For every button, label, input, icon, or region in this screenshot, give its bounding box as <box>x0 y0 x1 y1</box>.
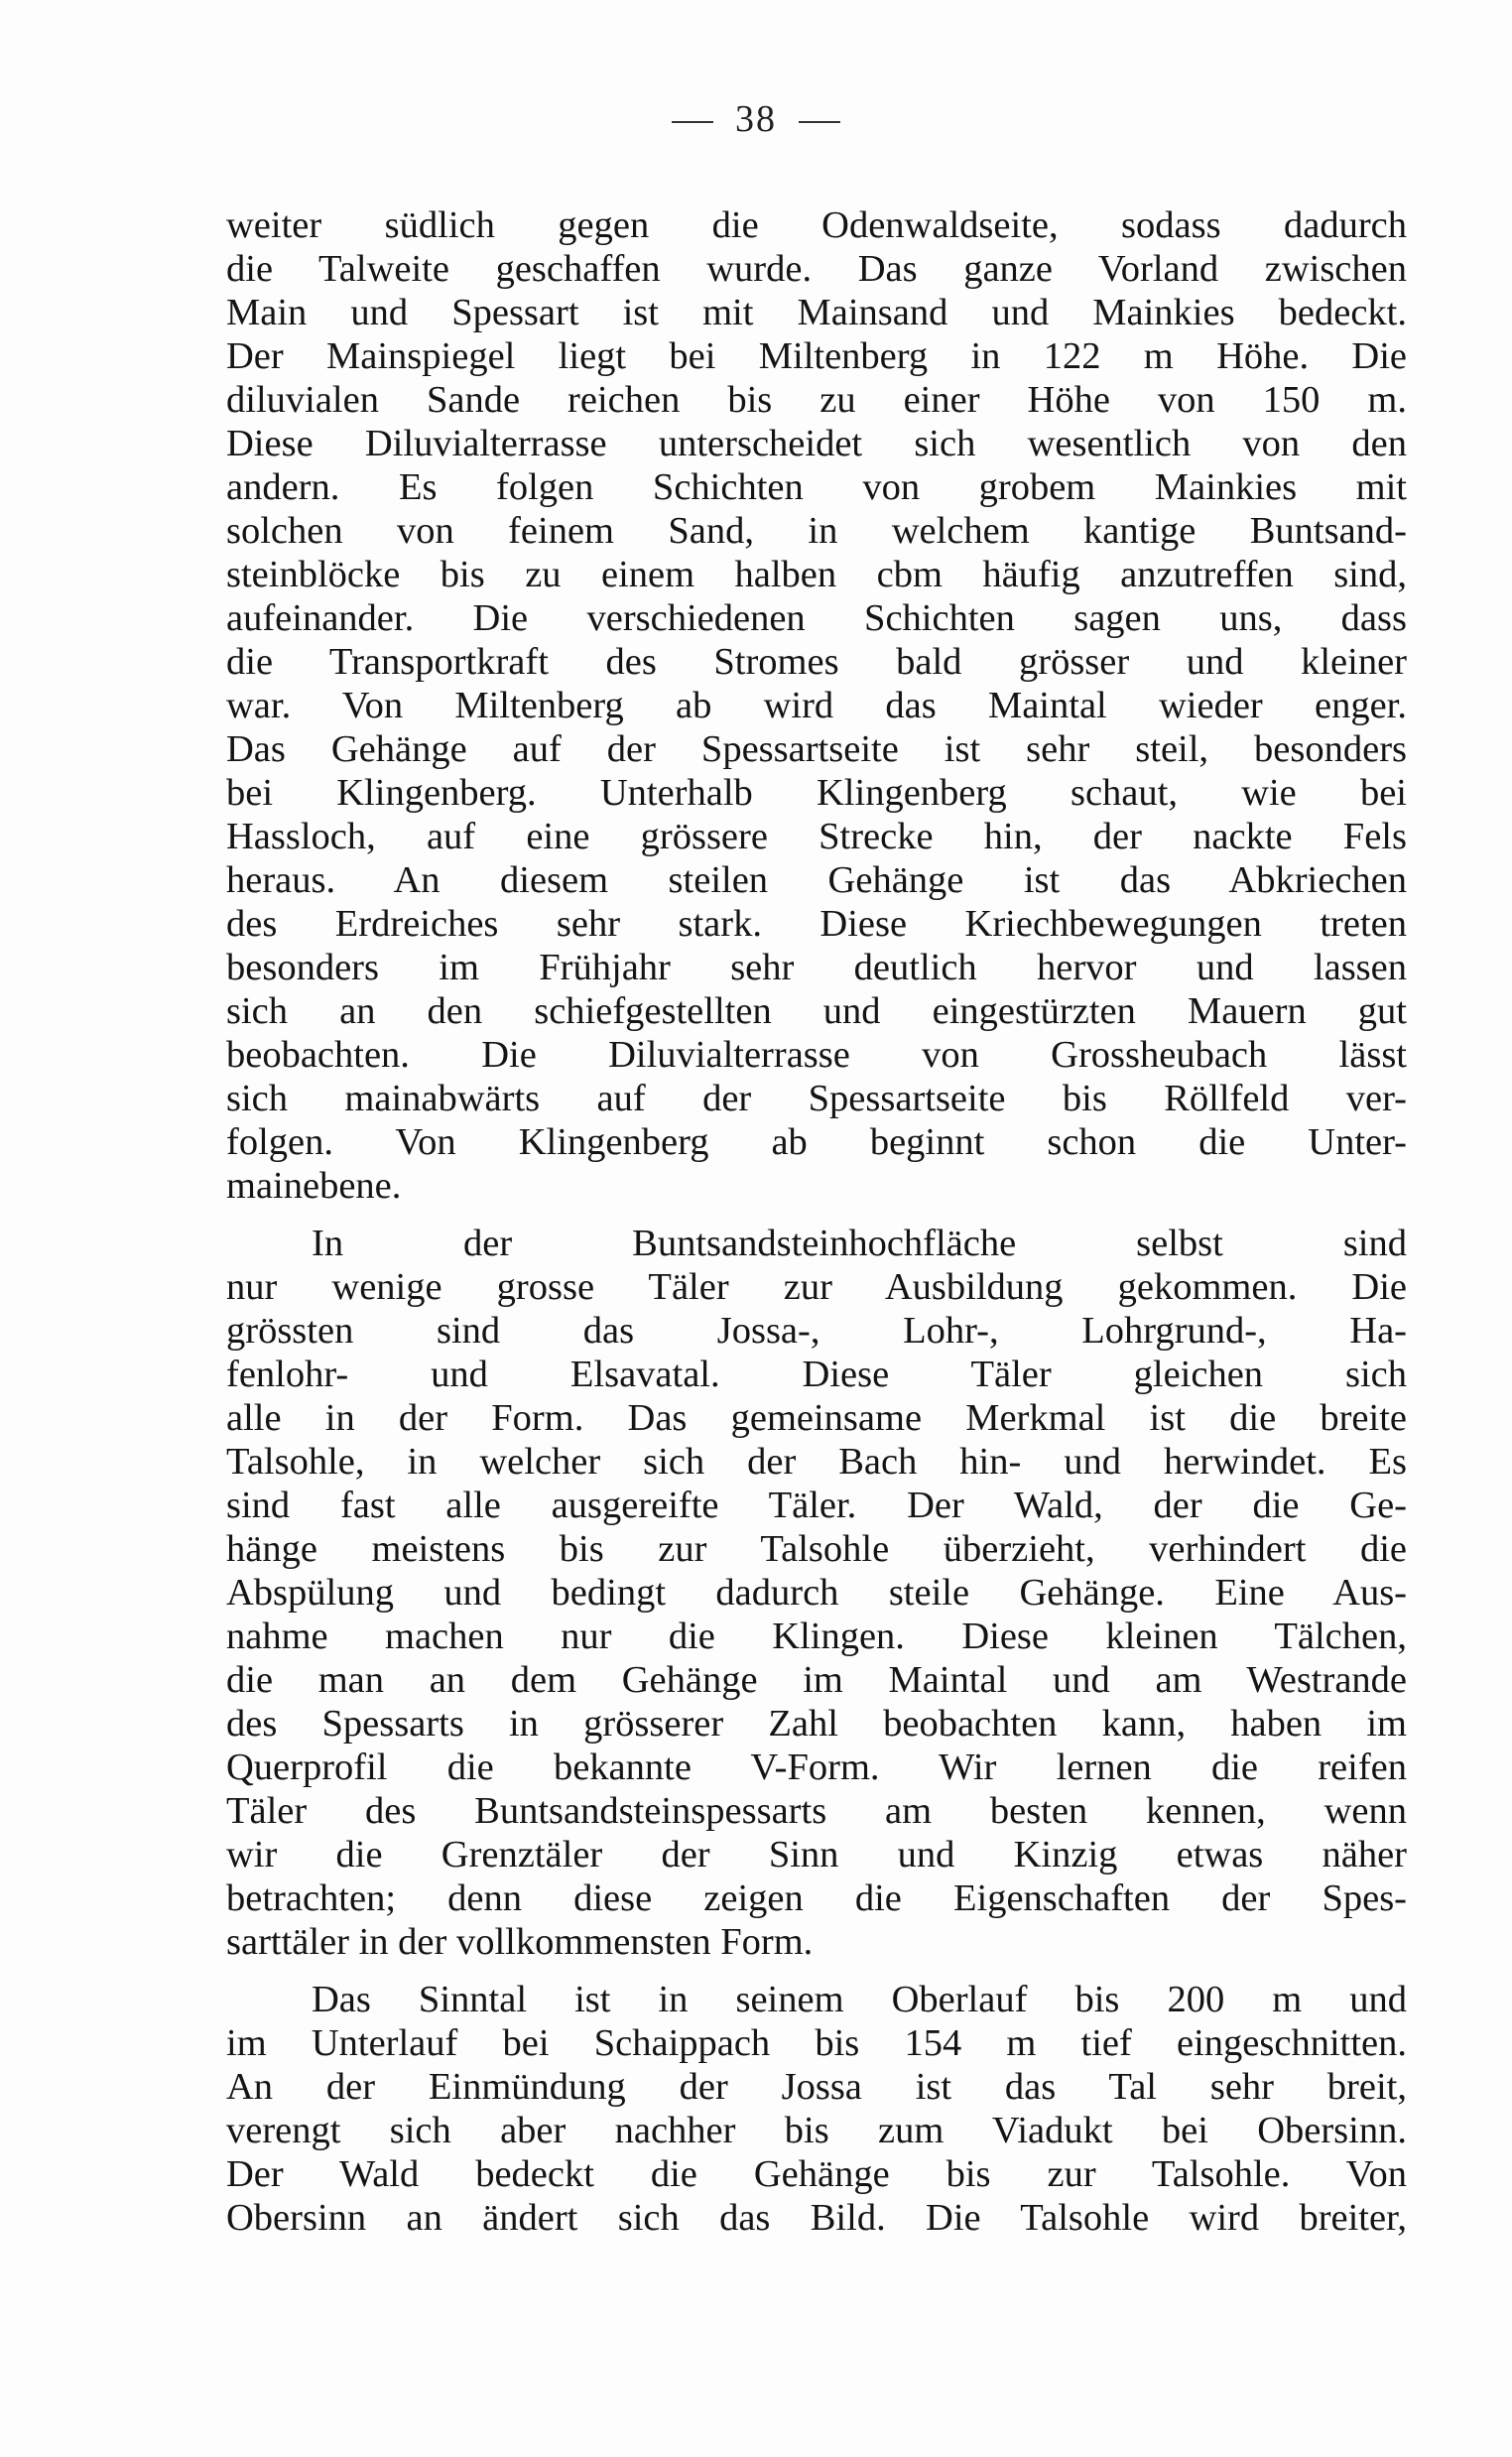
text-line: fenlohr- und Elsavatal. Diese Täler gleichen sich <box>226 1354 1407 1395</box>
text-line: Diese Diluvialterrasse unterscheidet sich wesentlich von den <box>226 423 1407 464</box>
text-line: folgen. Von Klingenberg ab beginnt schon die Unter- <box>226 1121 1407 1163</box>
text-line: alle in der Form. Das gemeinsame Merkmal ist die breite <box>226 1397 1407 1439</box>
text-line: sind fast alle ausgereifte Täler. Der Wald, der die Ge- <box>226 1485 1407 1526</box>
text-line: sarttäler in der vollkommensten Form. <box>226 1921 814 1963</box>
text-line: An der Einmündung der Jossa ist das Tal sehr breit, <box>226 2066 1407 2108</box>
text-line: die Transportkraft des Stromes bald grösser und kleiner <box>226 641 1407 683</box>
text-line: die Talweite geschaffen wurde. Das ganze Vorland zwischen <box>226 248 1407 290</box>
page-number: 38 <box>735 98 777 140</box>
text-line: heraus. An diesem steilen Gehänge ist das Abkriechen <box>226 859 1407 901</box>
paragraph-3 <box>226 1978 1407 2240</box>
text-line: sich an den schiefgestellten und eingestürzten Mauern gut <box>226 990 1407 1032</box>
text-line: steinblöcke bis zu einem halben cbm häufig anzutreffen sind, <box>226 554 1407 595</box>
paragraph-2 <box>226 1222 1407 1964</box>
paragraph-1 <box>226 203 1407 1208</box>
text-line: Hassloch, auf eine grössere Strecke hin, der nackte Fels <box>226 816 1407 857</box>
text-line: Main und Spessart ist mit Mainsand und Mainkies bedeckt. <box>226 292 1407 333</box>
text-line: diluvialen Sande reichen bis zu einer Höhe von 150 m. <box>226 379 1407 421</box>
text-line: die man an dem Gehänge im Maintal und am Westrande <box>226 1659 1407 1701</box>
text-line: grössten sind das Jossa-, Lohr-, Lohrgrund-, Ha- <box>226 1310 1407 1352</box>
text-line: verengt sich aber nachher bis zum Viadukt bei Obersinn. <box>226 2110 1407 2151</box>
text-line: Das Sinntal ist in seinem Oberlauf bis 200 m und <box>312 1979 1407 2020</box>
text-line: im Unterlauf bei Schaippach bis 154 m tief eingeschnitten. <box>226 2022 1407 2064</box>
text-line: Das Gehänge auf der Spessartseite ist sehr steil, besonders <box>226 728 1407 770</box>
text-line: hänge meistens bis zur Talsohle überzieht, verhindert die <box>226 1528 1407 1570</box>
text-line: beobachten. Die Diluvialterrasse von Grossheubach lässt <box>226 1034 1407 1076</box>
text-body <box>226 203 1407 2240</box>
text-line: andern. Es folgen Schichten von grobem Mainkies mit <box>226 466 1407 508</box>
text-line: nahme machen nur die Klingen. Diese kleinen Tälchen, <box>226 1616 1407 1657</box>
text-line: betrachten; denn diese zeigen die Eigenschaften der Spes- <box>226 1877 1407 1919</box>
dash-right <box>799 121 840 123</box>
text-line: Abspülung und bedingt dadurch steile Gehänge. Eine Aus- <box>226 1572 1407 1614</box>
dash-left <box>672 121 713 123</box>
text-line: In der Buntsandsteinhochfläche selbst sind <box>312 1223 1407 1264</box>
text-line: des Spessarts in grösserer Zahl beobachten kann, haben im <box>226 1703 1407 1745</box>
page-number-header <box>0 97 1512 141</box>
text-line: Talsohle, in welcher sich der Bach hin- und herwindet. Es <box>226 1441 1407 1483</box>
text-line: war. Von Miltenberg ab wird das Maintal wieder enger. <box>226 685 1407 726</box>
text-line: bei Klingenberg. Unterhalb Klingenberg schaut, wie bei <box>226 772 1407 814</box>
text-line: Obersinn an ändert sich das Bild. Die Talsohle wird breiter, <box>226 2197 1407 2239</box>
text-line: des Erdreiches sehr stark. Diese Kriechbewegungen treten <box>226 903 1407 945</box>
text-line: weiter südlich gegen die Odenwaldseite, sodass dadurch <box>226 204 1407 246</box>
paragraph-gap <box>226 1964 1407 1978</box>
text-line: solchen von feinem Sand, in welchem kantige Buntsand- <box>226 510 1407 552</box>
text-line: Täler des Buntsandsteinspessarts am besten kennen, wenn <box>226 1790 1407 1832</box>
text-line: mainebene. <box>226 1165 402 1207</box>
text-line: Der Mainspiegel liegt bei Miltenberg in 122 m Höhe. Die <box>226 335 1407 377</box>
text-line: sich mainabwärts auf der Spessartseite bis Röllfeld ver- <box>226 1078 1407 1119</box>
text-line: nur wenige grosse Täler zur Ausbildung gekommen. Die <box>226 1266 1407 1308</box>
text-line: Der Wald bedeckt die Gehänge bis zur Talsohle. Von <box>226 2153 1407 2195</box>
text-line: aufeinander. Die verschiedenen Schichten sagen uns, dass <box>226 597 1407 639</box>
text-line: Querprofil die bekannte V-Form. Wir lernen die reifen <box>226 1746 1407 1788</box>
paragraph-gap <box>226 1208 1407 1222</box>
text-line: wir die Grenztäler der Sinn und Kinzig etwas näher <box>226 1834 1407 1875</box>
text-line: besonders im Frühjahr sehr deutlich hervor und lassen <box>226 947 1407 988</box>
